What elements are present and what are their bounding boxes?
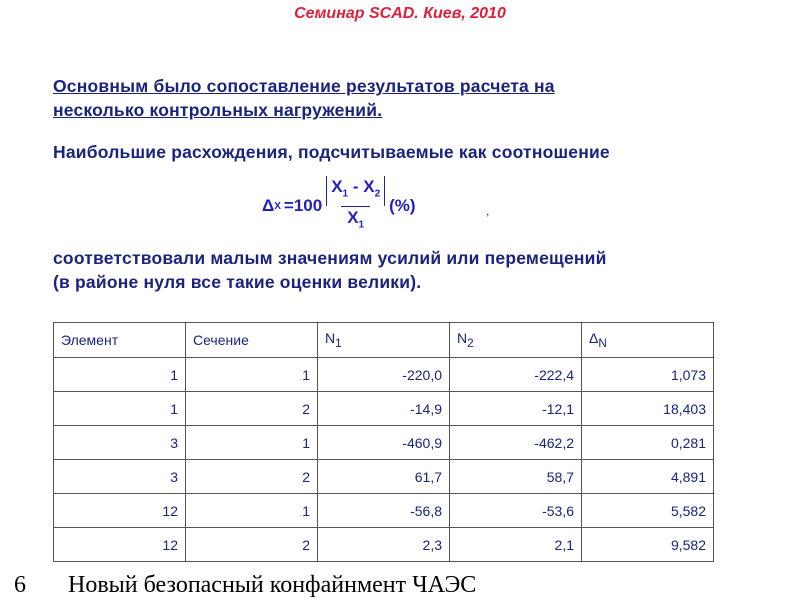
table-cell: 1 (186, 358, 318, 392)
formula-comma: , (486, 204, 490, 218)
formula-x2-sub: 2 (374, 188, 381, 200)
table-row (54, 392, 714, 426)
table-cell: 12 (54, 494, 186, 528)
table-cell: 12 (54, 528, 186, 562)
table-cell: -14,9 (318, 392, 450, 426)
table-cell: -53,6 (450, 494, 582, 528)
conclusion-line-1: соответствовали малым значениям усилий или перемещений (53, 248, 607, 268)
table-cell: 2,3 (318, 528, 450, 562)
intro-paragraph (53, 74, 555, 122)
header-label: N (457, 330, 468, 347)
table-row (54, 494, 714, 528)
table-header-row (54, 323, 714, 358)
header-label: Δ (589, 330, 599, 347)
column-header (54, 323, 186, 358)
formula-denominator: X (347, 207, 359, 227)
table-cell: -12,1 (450, 392, 582, 426)
header-label: Элемент (61, 332, 119, 348)
table-cell: 4,891 (582, 460, 714, 494)
table-cell: 5,582 (582, 494, 714, 528)
column-header (318, 323, 450, 358)
table-cell: -220,0 (318, 358, 450, 392)
table-cell: 2 (186, 392, 318, 426)
table-cell: 1,073 (582, 358, 714, 392)
formula-minus: - (352, 177, 359, 197)
table-cell: 3 (54, 460, 186, 494)
table-cell: 1 (186, 494, 318, 528)
table-cell: 0,281 (582, 426, 714, 460)
table-row (54, 426, 714, 460)
table-cell: 18,403 (582, 392, 714, 426)
formula-delta-sub: X (274, 200, 281, 212)
table-cell: 2 (186, 460, 318, 494)
header-subscript: N (598, 336, 607, 350)
table-cell: -56,8 (318, 494, 450, 528)
table-cell: 2,1 (450, 528, 582, 562)
table-cell: 1 (54, 392, 186, 426)
table-cell: 2 (186, 528, 318, 562)
seminar-title: Семинар SCAD. Киев, 2010 (294, 5, 506, 22)
table-cell: 58,7 (450, 460, 582, 494)
table-cell: -460,9 (318, 426, 450, 460)
intro-line-2: несколько контрольных нагружений. (53, 100, 383, 120)
conclusion-line-2: (в районе нуля все такие оценки велики). (53, 272, 422, 292)
formula-numerator (326, 176, 385, 205)
column-header (450, 323, 582, 358)
table-cell: 3 (54, 426, 186, 460)
formula-factor: =100 (283, 196, 323, 215)
formula-x1: X (331, 177, 343, 197)
table-cell: 61,7 (318, 460, 450, 494)
table-cell: 9,582 (582, 528, 714, 562)
conclusion-paragraph (53, 246, 607, 294)
slide-number: 6 (14, 572, 26, 598)
table-cell: -462,2 (450, 426, 582, 460)
formula-denominator-sub: 1 (358, 218, 365, 230)
column-header (582, 323, 714, 358)
formula-fraction (326, 176, 385, 236)
ratio-paragraph: Наибольшие расхождения, подсчитываемые как соотношение (53, 142, 610, 162)
header-label: N (325, 330, 336, 347)
intro-line-1: Основным было сопоставление результатов расчета на (53, 76, 555, 96)
results-table (53, 322, 714, 562)
table-row (54, 528, 714, 562)
table-cell: 1 (54, 358, 186, 392)
table-row (54, 460, 714, 494)
table-row (54, 358, 714, 392)
formula (262, 178, 416, 234)
table-cell: -222,4 (450, 358, 582, 392)
formula-delta: Δ (262, 196, 275, 215)
formula-percent: (%) (389, 196, 416, 215)
formula-x2: X (363, 177, 375, 197)
formula-x1-sub: 1 (342, 188, 349, 200)
header-label: Сечение (193, 332, 249, 348)
table-cell: 1 (186, 426, 318, 460)
header-subscript: 1 (335, 336, 342, 350)
footer-text: Новый безопасный конфайнмент ЧАЭС (68, 572, 477, 598)
formula-denominator-wrap (341, 206, 370, 236)
header-subscript: 2 (467, 336, 474, 350)
column-header (186, 323, 318, 358)
